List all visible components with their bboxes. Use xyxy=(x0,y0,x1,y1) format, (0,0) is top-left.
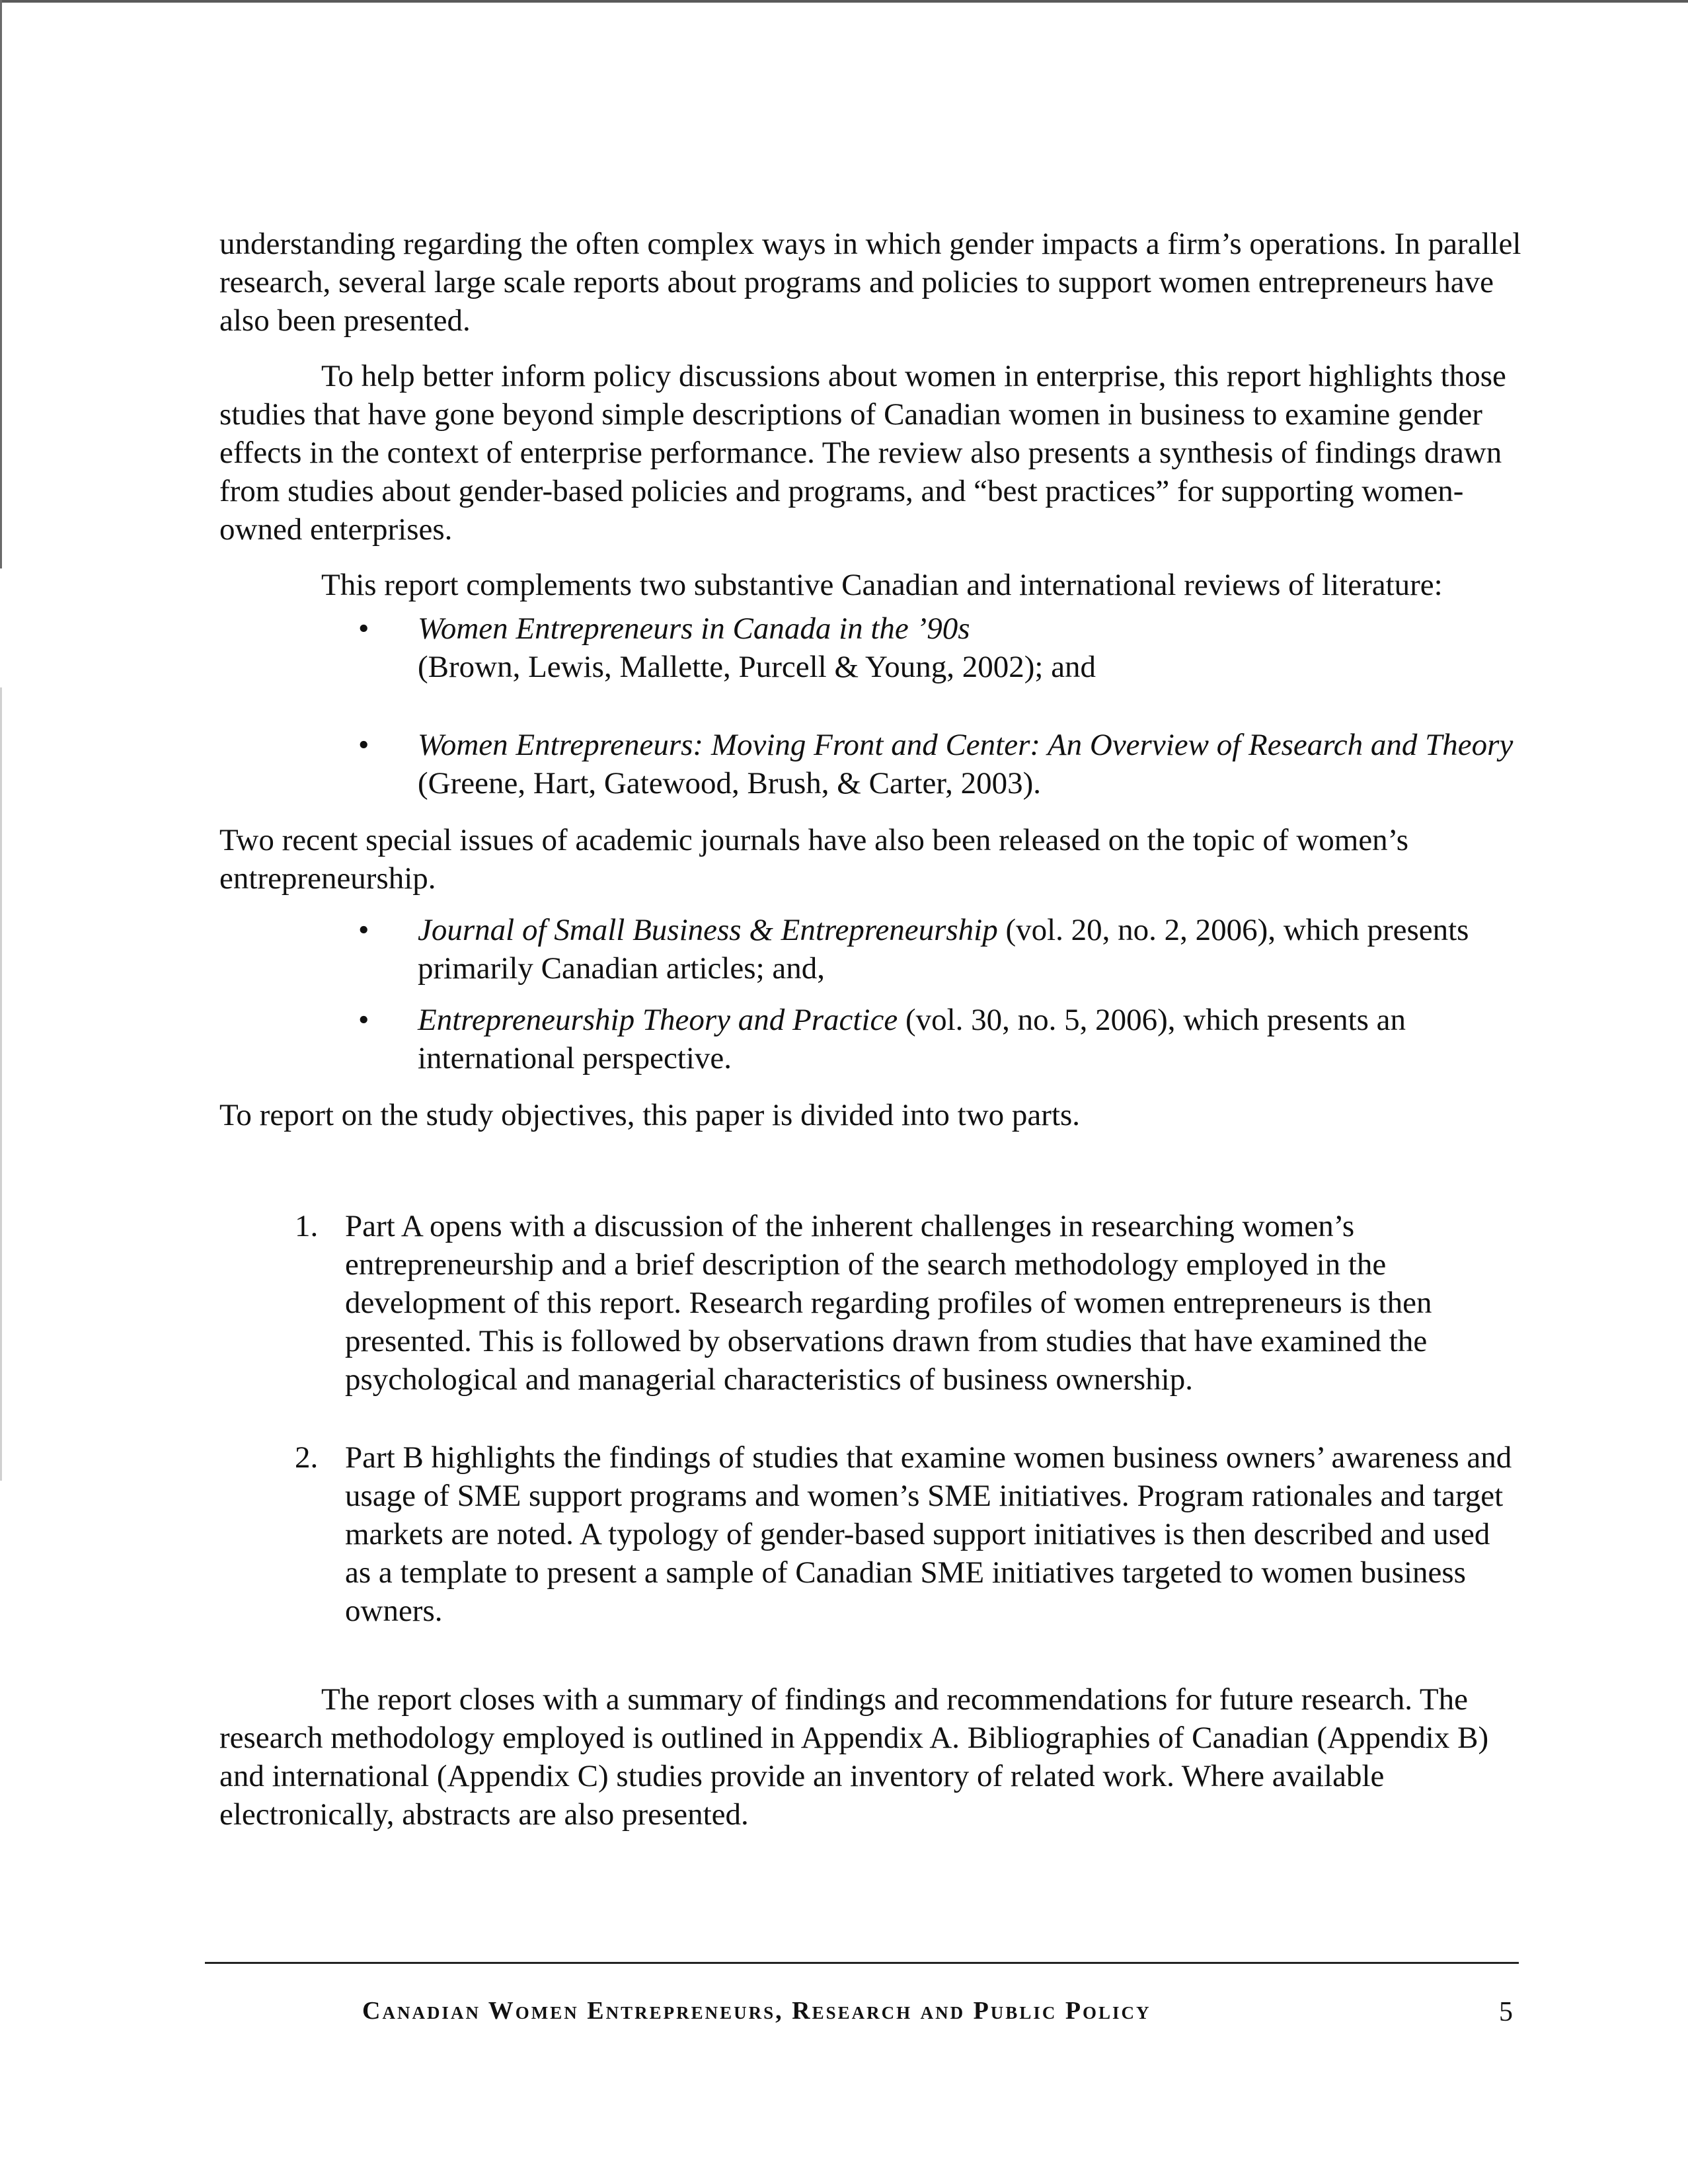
list-item xyxy=(295,1207,1521,1399)
list-item xyxy=(358,1001,1521,1077)
review-title: Women Entrepreneurs: Moving Front and Center: An Overview of Research and Theory xyxy=(418,728,1514,762)
literature-reviews-list xyxy=(219,609,1521,802)
review-citation: (Greene, Hart, Gatewood, Brush, & Carter, 2003). xyxy=(418,766,1042,800)
bullet-icon: • xyxy=(358,1003,369,1037)
list-item xyxy=(358,726,1521,802)
scan-edge-top xyxy=(0,0,1688,3)
part-text: Part B highlights the findings of studies that examine women business owners’ awareness and usage of SME support programs and women’s SME initiatives. Program rationales and target markets are noted. A typology of gender-based support initiatives is then described and used as a template to present a sample of Canadian SME initiatives targeted to women business owners. xyxy=(345,1440,1512,1628)
bullet-icon: • xyxy=(358,728,369,762)
complements-paragraph: This report complements two substantive Canadian and international reviews of literature: xyxy=(321,568,1443,602)
journal-detail: (vol. 20, no. 2, 2006), which presents primarily Canadian articles; and, xyxy=(418,913,1469,986)
bullet-icon: • xyxy=(358,913,369,947)
journals-list xyxy=(219,911,1521,1077)
policy-paragraph: To help better inform policy discussions about women in enterprise, this report highlights those studies that have gone beyond simple descriptions of Canadian women in business to examine gender effects in the context of enterprise performance. The review also presents a synthesis of findings drawn from studies about gender-based policies and programs, and “best practices” for supporting women-owned enterprises. xyxy=(219,359,1506,547)
review-title: Women Entrepreneurs in Canada in the ’90s xyxy=(418,611,970,646)
intro-continuation-paragraph: understanding regarding the often complex ways in which gender impacts a firm’s operations. In parallel research, several large scale reports about programs and policies to support women entrepreneurs have also been presented. xyxy=(219,227,1521,338)
journals-intro-paragraph: Two recent special issues of academic journals have also been released on the topic of women’s entrepreneurship. xyxy=(219,823,1409,896)
footer-title: Canadian Women Entrepreneurs, Research and Public Policy xyxy=(362,1997,1151,2025)
journal-title: Entrepreneurship Theory and Practice xyxy=(418,1003,898,1037)
report-parts-list xyxy=(219,1207,1521,1630)
journal-title: Journal of Small Business & Entrepreneurship xyxy=(418,913,998,947)
list-item xyxy=(295,1438,1521,1630)
closing-paragraph: The report closes with a summary of findings and recommendations for future research. The research methodology employed is outlined in Appendix A. Bibliographies of Canadian (Appendix B) and international (Appendix C) studies provide an inventory of related work. Where available electronically, abstracts are also presented. xyxy=(219,1682,1489,1832)
journal-detail: (vol. 30, no. 5, 2006), which presents an international perspective. xyxy=(418,1003,1406,1075)
review-citation: (Brown, Lewis, Mallette, Purcell & Young, 2002); and xyxy=(418,650,1096,684)
scan-edge-left-lower xyxy=(0,687,2,1481)
list-item xyxy=(358,911,1521,988)
part-number: 2. xyxy=(295,1440,319,1475)
page-body xyxy=(219,225,1521,1834)
footer-rule xyxy=(205,1962,1519,1964)
part-number: 1. xyxy=(295,1209,319,1243)
part-text: Part A opens with a discussion of the inherent challenges in researching women’s entrepreneurship and a brief description of the search methodology employed in the development of this report. Research regarding profiles of women entrepreneurs is then presented. This is followed by observations drawn from studies that have examined the psychological and managerial characteristics of business ownership. xyxy=(345,1209,1432,1397)
bullet-icon: • xyxy=(358,611,369,646)
scan-edge-left xyxy=(0,0,2,568)
list-item xyxy=(358,609,1521,686)
page-number: 5 xyxy=(1499,1997,1513,2027)
parts-intro-paragraph: To report on the study objectives, this paper is divided into two parts. xyxy=(219,1098,1081,1132)
